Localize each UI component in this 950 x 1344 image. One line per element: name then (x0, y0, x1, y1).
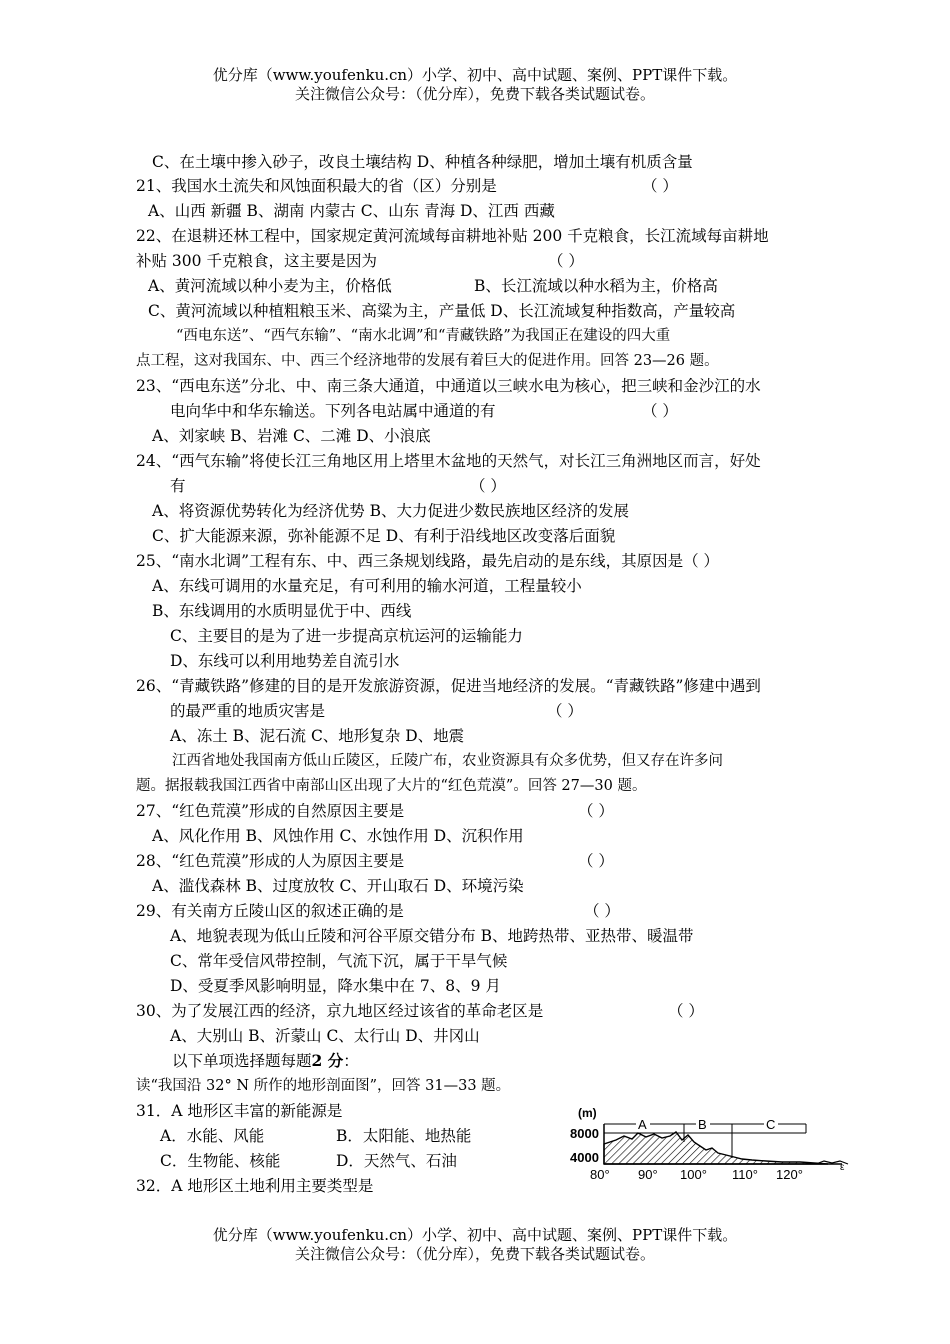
q30-stem: 30、为了发展江西的经济，京九地区经过该省的革命老区是 (136, 1002, 544, 1020)
section-score: 2 分 (311, 1051, 344, 1070)
q22-option-b: B、长江流域以种水稻为主，价格高 (474, 277, 718, 295)
q20-option-cd: C、在土壤中掺入砂子，改良土壤结构 D、种植各种绿肥，增加土壤有机质含量 (152, 153, 693, 171)
q27-stem: 27、“红色荒漠”形成的自然原因主要是 (136, 802, 405, 820)
y-unit-label: (m) (578, 1106, 597, 1120)
x-tick-90: 90° (638, 1167, 658, 1182)
sea-mark: ε (840, 1162, 845, 1173)
answer-paren: （ ） (642, 177, 678, 195)
y-tick-4000: 4000 (570, 1150, 599, 1165)
q25-option-b: B、东线调用的水质明显优于中、西线 (152, 602, 412, 620)
page-footer (0, 1226, 950, 1264)
section-note: 以下单项选择题每题2 分： (172, 1051, 359, 1070)
q28-stem: 28、“红色荒漠”形成的人为原因主要是 (136, 852, 405, 870)
q24-stem-1: 24、“西气东输”将使长江三角地区用上塔里木盆地的天然气，对长江三角洲地区而言，好处 (136, 452, 761, 470)
q25-option-c: C、主要目的是为了进一步提高京杭运河的运输能力 (170, 627, 523, 645)
intro-31-33: 读“我国沿 32° N 所作的地形剖面图”，回答 31—33 题。 (136, 1078, 511, 1094)
x-tick-100: 100° (680, 1167, 707, 1182)
q31-option-b: B．太阳能、地热能 (336, 1127, 472, 1145)
q30-options: A、大别山 B、沂蒙山 C、太行山 D、井冈山 (170, 1027, 480, 1045)
intro-23-26-2: 点工程，这对我国东、中、西三个经济地带的发展有着巨大的促进作用。回答 23—26 题。 (136, 353, 719, 369)
q29-stem: 29、有关南方丘陵山区的叙述正确的是 (136, 902, 404, 920)
answer-paren: （ ） (642, 402, 678, 420)
region-label-a: A (638, 1117, 647, 1132)
x-tick-110: 110° (732, 1167, 758, 1182)
q29-option-ab: A、地貌表现为低山丘陵和河谷平原交错分布 B、地跨热带、亚热带、暖温带 (170, 927, 694, 945)
footer-line-1: 优分库（www.youfenku.cn）小学、初中、高中试题、案例、PPT课件下载。 (212, 1226, 738, 1244)
q26-options: A、冻土 B、泥石流 C、地形复杂 D、地震 (170, 727, 465, 745)
q31-stem: 31．A 地形区丰富的新能源是 (136, 1102, 343, 1120)
q31-option-c: C．生物能、核能 (160, 1152, 281, 1170)
q26-stem-2: 的最严重的地质灾害是 (170, 702, 326, 720)
q21-stem: 21、我国水土流失和风蚀面积最大的省（区）分别是 (136, 177, 497, 195)
q31-option-a: A．水能、风能 (160, 1127, 265, 1145)
region-label-c: C (766, 1117, 776, 1132)
q23-options: A、刘家峡 B、岩滩 C、二滩 D、小浪底 (152, 427, 431, 445)
page-header (0, 66, 950, 104)
q22-option-a: A、黄河流域以种小麦为主，价格低 (148, 277, 392, 295)
q25-stem: 25、“南水北调”工程有东、中、西三条规划线路，最先启动的是东线，其原因是（ ） (136, 552, 720, 570)
q21-options: A、山西 新疆 B、湖南 内蒙古 C、山东 青海 D、江西 西藏 (148, 202, 555, 220)
answer-paren: （ ） (547, 702, 583, 720)
footer-line-2: 关注微信公众号：（优分库），免费下载各类试题试卷。 (294, 1245, 655, 1263)
intro-23-26-1: “西电东送”、“西气东输”、“南水北调”和“青藏铁路”为我国正在建设的四大重 (176, 328, 671, 344)
answer-paren: （ ） (470, 477, 506, 495)
q22-option-cd: C、黄河流域以种植粗粮玉米、高粱为主，产量低 D、长江流域复种指数高，产量较高 (148, 302, 736, 320)
y-tick-8000: 8000 (570, 1126, 599, 1141)
x-tick-120: 120° (776, 1167, 803, 1182)
header-line-1: 优分库（www.youfenku.cn）小学、初中、高中试题、案例、PPT课件下载。 (212, 66, 738, 84)
x-tick-80: 80° (590, 1167, 610, 1182)
q29-option-d: D、受夏季风影响明显，降水集中在 7、8、9 月 (170, 977, 501, 995)
terrain-profile-figure (570, 1100, 858, 1190)
q25-option-d: D、东线可以利用地势差自流引水 (170, 652, 400, 670)
q23-stem-1: 23、“西电东送”分北、中、南三条大通道，中通道以三峡水电为核心，把三峡和金沙江的水 (136, 377, 761, 395)
answer-paren: （ ） (578, 802, 614, 820)
q22-stem-1: 22、在退耕还林工程中，国家规定黄河流域每亩耕地补贴 200 千克粮食，长江流域每亩耕地 (136, 227, 769, 245)
terrain-profile-area (604, 1132, 828, 1164)
intro-27-30-2: 题。据报载我国江西省中南部山区出现了大片的“红色荒漠”。回答 27—30 题。 (136, 778, 647, 794)
intro-27-30-1: 江西省地处我国南方低山丘陵区，丘陵广布，农业资源具有众多优势，但又存在许多问 (172, 753, 723, 769)
q23-stem-2: 电向华中和华东输送。下列各电站属中通道的有 (170, 402, 496, 420)
q26-stem-1: 26、“青藏铁路”修建的目的是开发旅游资源，促进当地经济的发展。“青藏铁路”修建中遇到 (136, 677, 761, 695)
answer-paren: （ ） (668, 1002, 704, 1020)
q24-stem-2: 有 (170, 477, 186, 495)
answer-paren: （ ） (584, 902, 620, 920)
region-label-b: B (698, 1117, 707, 1132)
q22-stem-2: 补贴 300 千克粮食，这主要是因为 (136, 252, 377, 270)
q27-options: A、风化作用 B、风蚀作用 C、水蚀作用 D、沉积作用 (152, 827, 524, 845)
q28-options: A、滥伐森林 B、过度放牧 C、开山取石 D、环境污染 (152, 877, 524, 895)
answer-paren: （ ） (578, 852, 614, 870)
q29-option-c: C、常年受信风带控制，气流下沉，属于干旱气候 (170, 952, 508, 970)
header-line-2: 关注微信公众号：（优分库），免费下载各类试题试卷。 (294, 85, 655, 103)
q32-stem: 32．A 地形区土地利用主要类型是 (136, 1177, 374, 1195)
q24-option-cd: C、扩大能源来源，弥补能源不足 D、有利于沿线地区改变落后面貌 (152, 527, 616, 545)
q25-option-a: A、东线可调用的水量充足，有可利用的输水河道，工程量较小 (152, 577, 582, 595)
answer-paren: （ ） (548, 252, 584, 270)
q31-option-d: D．天然气、石油 (336, 1152, 457, 1170)
q24-option-ab: A、将资源优势转化为经济优势 B、大力促进少数民族地区经济的发展 (152, 502, 630, 520)
